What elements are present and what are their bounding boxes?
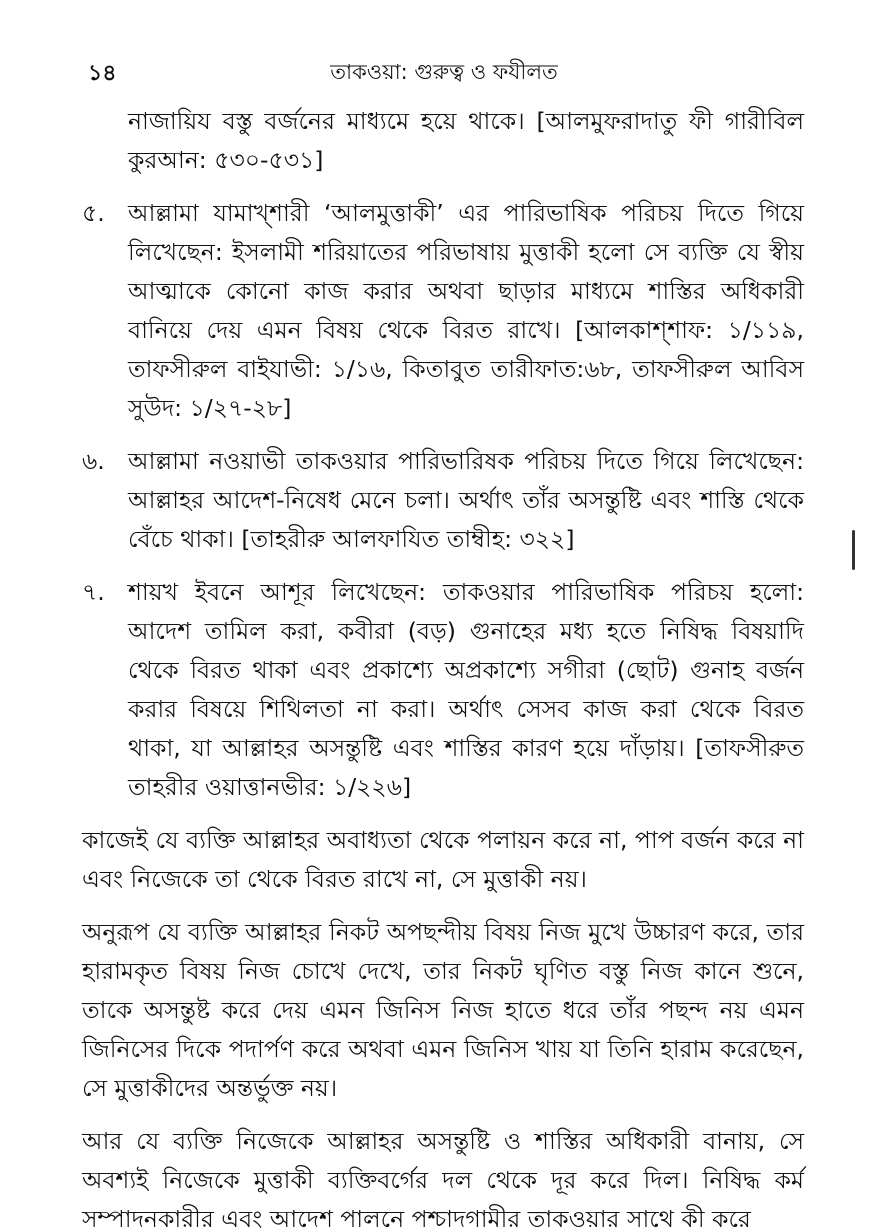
list-item-number: ৭. — [82, 578, 105, 606]
list-item-number: ৬. — [82, 447, 105, 475]
list-item-text: শায়খ ইবনে আশূর লিখেছেন: তাকওয়ার পারিভাষিক পরিচয় হলো: আদেশ তামিল করা, কবীরা (বড়) গুনাহের মধ্য হতে নিষিদ্ধ বিষয়াদি থেকে বিরত থাকা এবং প্রকাশ্যে অপ্রকাশ্যে সগীরা (ছোট) গুনাহ বর্জন করার বিষয়ে শিথিলতা না করা। অর্থাৎ সেসব কাজ করা থেকে বিরত থাকা, যা আল্লাহর অসন্তুষ্টি এবং শাস্তির কারণ হয়ে দাঁড়ায়। [তাফসীরুত তাহরীর ওয়াত্তানভীর: ১/২২৬] — [128, 578, 804, 801]
body-paragraph-1: কাজেই যে ব্যক্তি আল্লাহর অবাধ্যতা থেকে পলায়ন করে না, পাপ বর্জন করে না এবং নিজেকে তা থেকে বিরত রাখে না, সে মুত্তাকী নয়। — [82, 826, 804, 893]
running-title: তাকওয়া: গুরুত্ব ও ফযীলত — [330, 60, 558, 84]
page-content — [82, 102, 804, 1232]
scan-edge-mark — [852, 530, 855, 570]
page-number: ১৪ — [88, 61, 117, 86]
list-item-7 — [82, 573, 804, 807]
page-header — [88, 56, 800, 92]
list-item-number: ৫. — [82, 199, 105, 227]
list-item-6 — [82, 442, 804, 559]
body-paragraph-3: আর যে ব্যক্তি নিজেকে আল্লাহর অসন্তুষ্টি ও শাস্তির অধিকারী বানায়, সে অবশ্যই নিজেকে মুত্তাকী ব্যক্তিবর্গের দল থেকে দূর করে দিল। নিষিদ্ধ কর্ম সম্পাদনকারীর এবং আদেশ পালনে পশ্চাদগামীর তাকওয়ার সাথে কী করে — [82, 1127, 804, 1232]
continued-paragraph: নাজায়িয বস্তু বর্জনের মাধ্যমে হয়ে থাকে। [আলমুফরাদাতু ফী গারীবিল কুরআন: ৫৩০-৫৩১] — [128, 107, 804, 174]
body-paragraph-2: অনুরূপ যে ব্যক্তি আল্লাহর নিকট অপছন্দীয় বিষয় নিজ মুখে উচ্চারণ করে, তার হারামকৃত বিষয় নিজ চোখে দেখে, তার নিকট ঘৃণিত বস্তু নিজ কানে শুনে, তাকে অসন্তুষ্ট করে দেয় এমন জিনিস নিজ হাতে ধরে তাঁর পছন্দ নয় এমন জিনিসের দিকে পদার্পণ করে অথবা এমন জিনিস খায় যা তিনি হারাম করেছেন, সে মুত্তাকীদের অন্তর্ভুক্ত নয়। — [82, 918, 804, 1102]
list-item-text: আল্লামা যামাখ্শারী ‘আলমুত্তাকী’ এর পারিভাষিক পরিচয় দিতে গিয়ে লিখেছেন: ইসলামী শরিয়াতের পরিভাষায় মুত্তাকী হলো সে ব্যক্তি যে স্বীয় আত্মাকে কোনো কাজ করার অথবা ছাড়ার মাধ্যমে শাস্তির অধিকারী বানিয়ে দেয় এমন বিষয় থেকে বিরত রাখে। [আলকাশ্শাফ: ১/১১৯, তাফসীরুল বাইযাভী: ১/১৬, কিতাবুত তারীফাত:৬৮, তাফসীরুল আবিস সুউদ: ১/২৭-২৮] — [128, 199, 804, 422]
list-item-5 — [82, 194, 804, 428]
list-item-text: আল্লামা নওয়াভী তাকওয়ার পারিভারিষক পরিচয় দিতে গিয়ে লিখেছেন: আল্লাহর আদেশ-নিষেধ মেনে চলা। অর্থাৎ তাঁর অসন্তুষ্টি এবং শাস্তি থেকে বেঁচে থাকা। [তাহরীরু আলফাযিত তাম্বীহ: ৩২২] — [128, 447, 804, 553]
